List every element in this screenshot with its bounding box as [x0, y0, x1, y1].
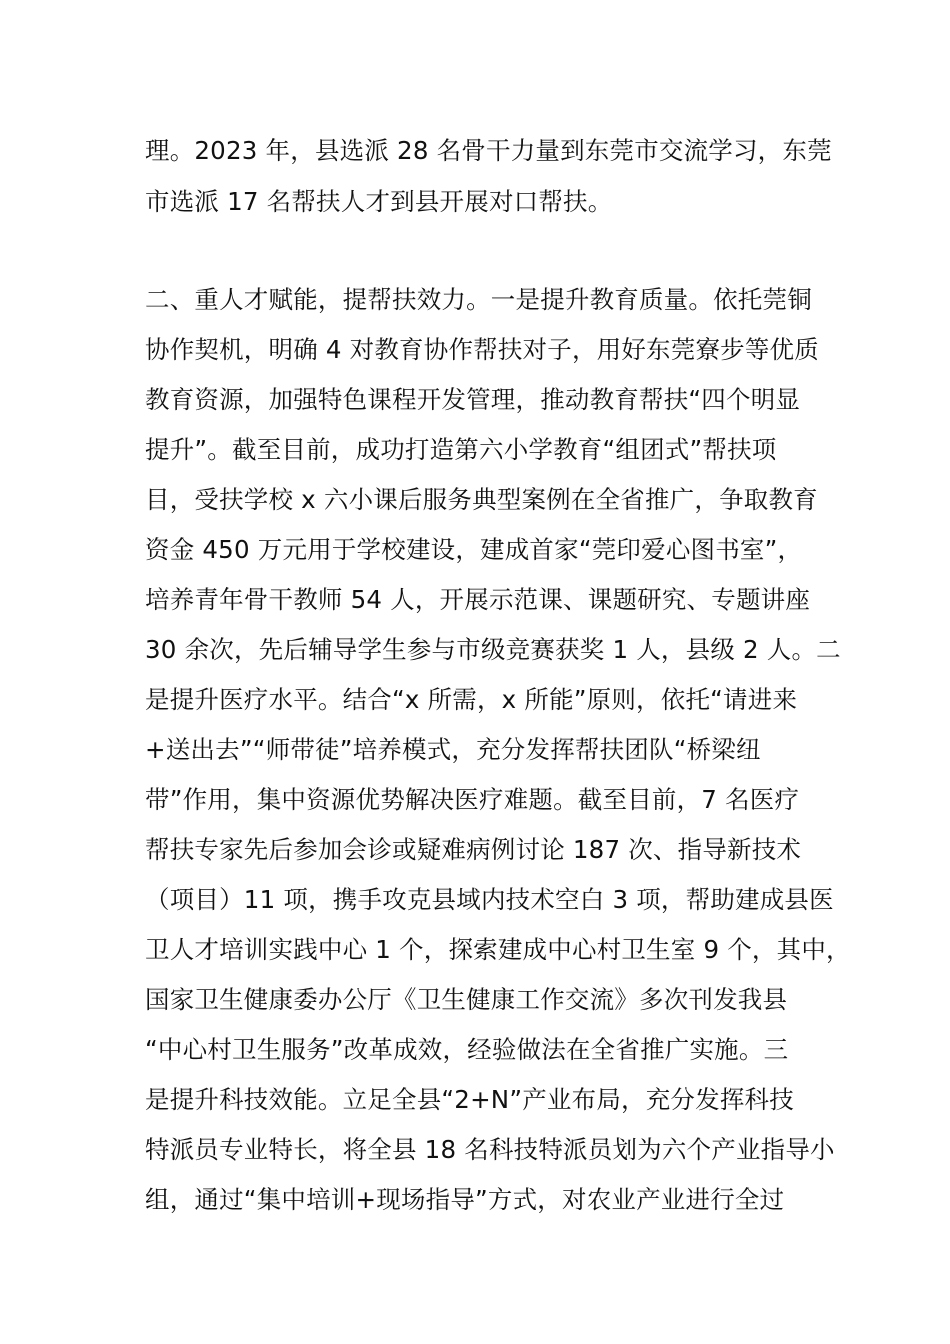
paragraph-1-line-2: 市选派 17 名帮扶人才到县开展对口帮扶。	[145, 187, 613, 216]
paragraph-2-line-2: 协作契机，明确 4 对教育协作帮扶对子，用好东莞寮步等优质	[145, 335, 819, 364]
paragraph-2-line-6: 资金 450 万元用于学校建设，建成首家“莞印爱心图书室”，	[145, 535, 803, 564]
paragraph-2-line-13: （项目）11 项，携手攻克县域内技术空白 3 项，帮助建成县医	[145, 885, 834, 914]
paragraph-2-line-12: 帮扶专家先后参加会诊或疑难病例讨论 187 次、指导新技术	[145, 835, 802, 864]
paragraph-2-line-10: +送出去”“师带徒”培养模式，充分发挥帮扶团队“桥梁纽	[145, 735, 761, 764]
paragraph-2-line-4: 提升”。截至目前，成功打造第六小学教育“组团式”帮扶项	[145, 435, 777, 464]
paragraph-2-line-18: 特派员专业特长，将全县 18 名科技特派员划为六个产业指导小	[145, 1135, 835, 1164]
paragraph-2-line-5: 目，受扶学校 x 六小课后服务典型案例在全省推广，争取教育	[145, 485, 818, 514]
paragraph-2-line-8: 30 余次，先后辅导学生参与市级竞赛获奖 1 人，县级 2 人。二	[145, 635, 841, 664]
paragraph-2-line-3: 教育资源，加强特色课程开发管理，推动教育帮扶“四个明显	[145, 385, 801, 414]
paragraph-2-line-17: 是提升科技效能。立足全县“2+N”产业布局，充分发挥科技	[145, 1085, 794, 1114]
paragraph-2-line-7: 培养青年骨干教师 54 人，开展示范课、课题研究、专题讲座	[145, 585, 811, 614]
paragraph-2-line-1: 二、重人才赋能，提帮扶效力。一是提升教育质量。依托莞铜	[145, 285, 812, 314]
paragraph-2-line-11: 带”作用，集中资源优势解决医疗难题。截至目前，7 名医疗	[145, 785, 800, 814]
paragraph-1-line-1: 理。2023 年，县选派 28 名骨干力量到东莞市交流学习，东莞	[145, 136, 832, 165]
paragraph-2-line-16: “中心村卫生服务”改革成效，经验做法在全省推广实施。三	[145, 1035, 789, 1064]
paragraph-2-line-9: 是提升医疗水平。结合“x 所需，x 所能”原则，依托“请进来	[145, 685, 798, 714]
paragraph-2-line-14: 卫人才培训实践中心 1 个，探索建成中心村卫生室 9 个，其中，	[145, 935, 851, 964]
paragraph-2-line-19: 组，通过“集中培训+现场指导”方式，对农业产业进行全过	[145, 1185, 785, 1214]
paragraph-2-line-15: 国家卫生健康委办公厅《卫生健康工作交流》多次刊发我县	[145, 985, 788, 1014]
